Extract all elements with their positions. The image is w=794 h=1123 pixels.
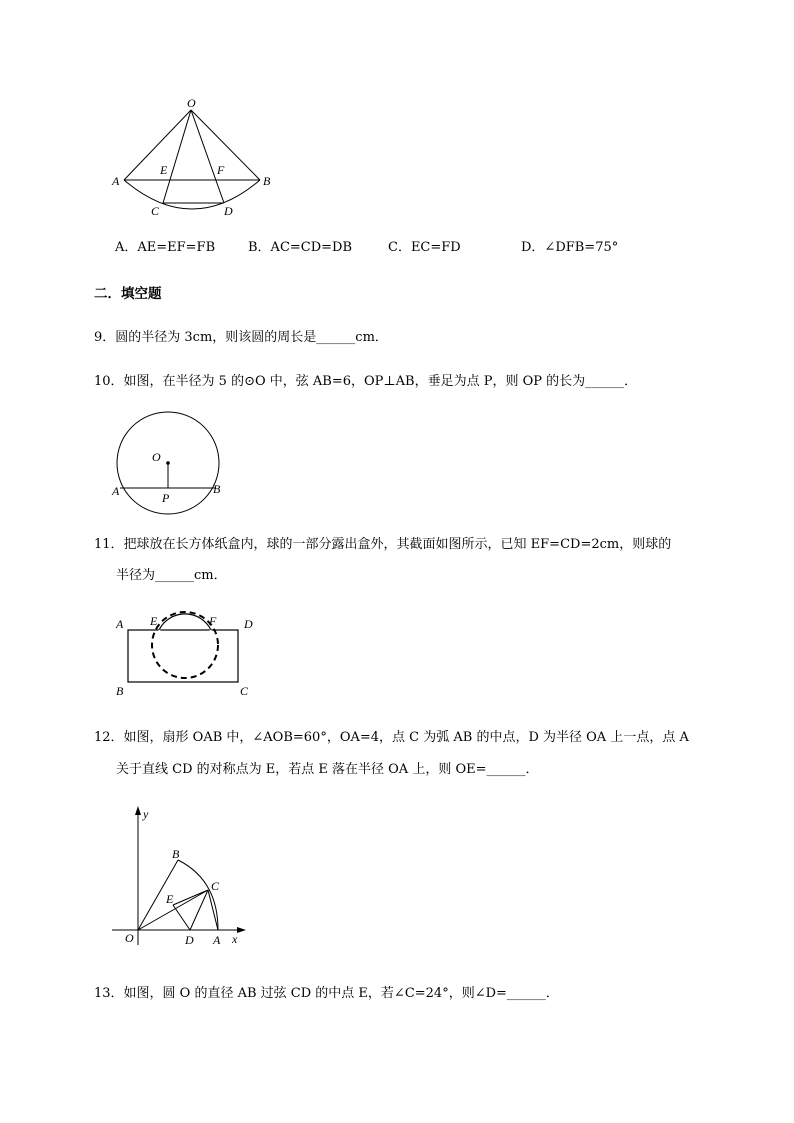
label-C: C [151,204,160,218]
label-D: D [244,617,253,631]
label-F: F [209,614,217,628]
option-a: A．AE=EF=FB [115,240,216,255]
label-C: C [240,684,249,698]
label-A: A [213,933,221,947]
question-12-line1: 12．如图，扇形 OAB 中，∠AOB=60°，OA=4，点 C 为弧 AB 的中点，D 为半径 OA 上一点，点 A [94,730,689,745]
label-B: B [213,482,221,496]
label-E: E [160,163,168,177]
question-12-line2: 关于直线 CD 的对称点为 E，若点 E 落在半径 OA 上，则 OE=______． [116,762,539,777]
label-A: A [112,174,120,188]
label-O: O [152,450,161,464]
option-d: D．∠DFB=75° [521,240,619,255]
question-13: 13．如图，圆 O 的直径 AB 过弦 CD 的中点 E，若∠C=24°，则∠D=______． [94,986,559,1001]
label-A: A [116,617,124,631]
label-C: C [211,879,220,893]
label-O: O [125,931,134,945]
question-11-line1: 11．把球放在长方体纸盒内，球的一部分露出盒外，其截面如图所示，已知 EF=CD=2cm，则球的 [94,537,672,552]
label-E: E [166,892,174,906]
label-A: A [112,484,120,498]
question-11-line2: 半径为______cm． [116,568,227,583]
label-E: E [150,614,158,628]
label-x: x [232,932,238,946]
label-O: O [187,96,196,110]
label-P: P [162,491,170,505]
option-b: B．AC=CD=DB [248,240,353,255]
section-title: 二．填空题 [94,286,162,302]
option-c: C．EC=FD [388,240,461,255]
label-B: B [263,174,271,188]
label-B: B [172,847,180,861]
question-10: 10．如图，在半径为 5 的⊙O 中，弦 AB=6，OP⊥AB，垂足为点 P，则 OP 的长为______． [94,374,638,389]
label-D: D [185,933,194,947]
label-y: y [143,807,149,821]
label-F: F [217,163,225,177]
label-B: B [116,684,124,698]
label-D: D [224,204,233,218]
question-9: 9．圆的半径为 3cm，则该圆的周长是______cm． [94,330,388,345]
